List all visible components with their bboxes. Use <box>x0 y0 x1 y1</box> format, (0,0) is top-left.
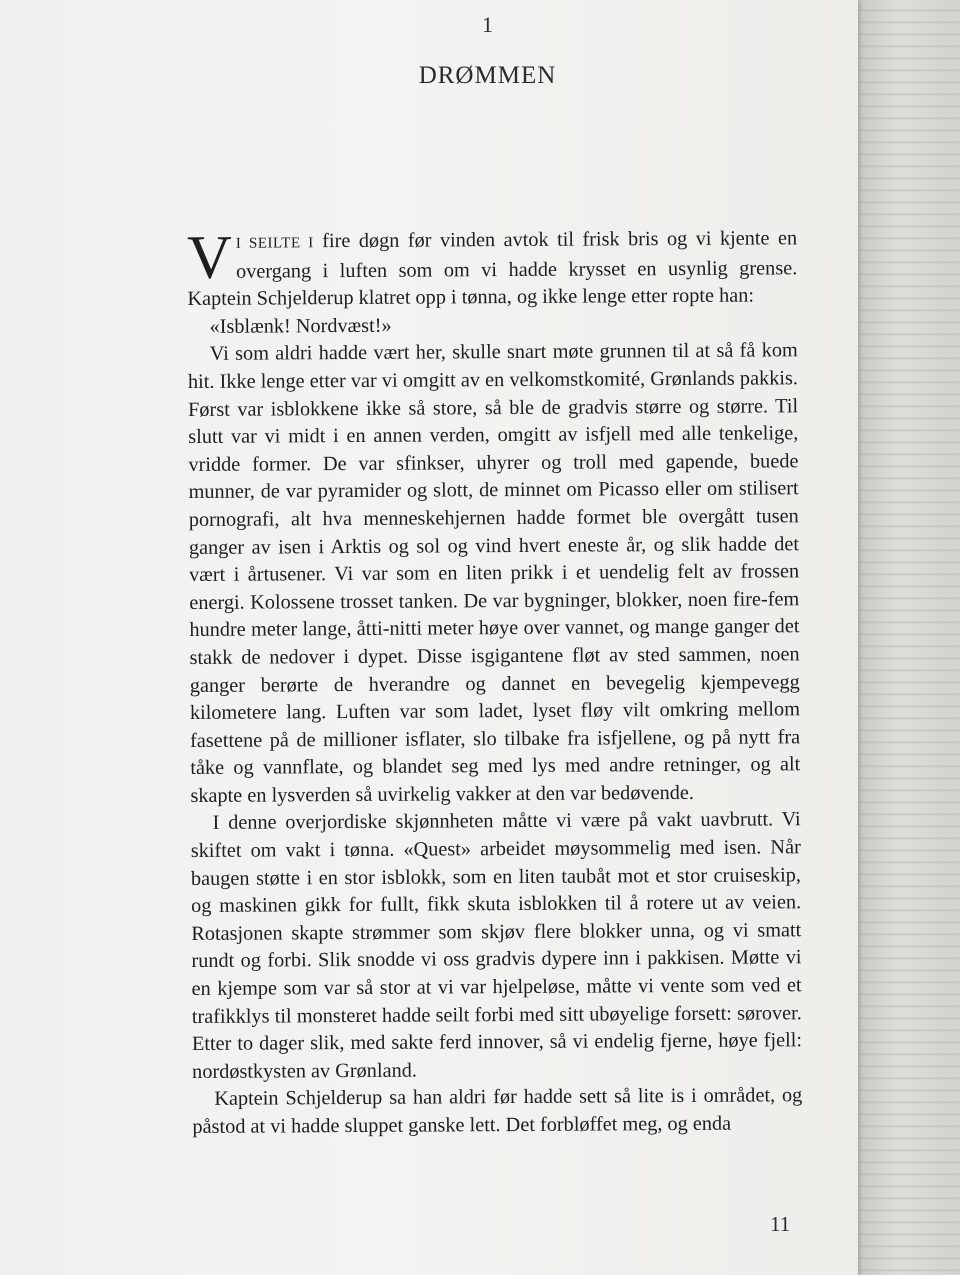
paragraph: I denne overjordiske skjønnheten måtte vi være på vakt uavbrutt. Vi skiftet om vakt i tønna. «Quest» arbeidet møysommelig med isen. Når baugen støtte i en stor isblokk, som en liten taubåt mot et stor cruiseskip, og maskinen gikk for fullt, fikk skuta isblokken til å rotere ut av veien. Rotasjonen skapte strømmer som skjøv flere blokker unna, og vi smatt rundt og forbi. Slik snodde vi oss gradvis dypere inn i pakkisen. Møtte vi en kjempe som var så stor at vi var hjelpeløse, måtte vi vente som ved et trafikklys til monsteret hadde seilt forbi med sitt ubøyelige forsett: sørover. Etter to dager slik, med sakte ferd innover, så vi endelig fjerne, høye fjell: nordøstkysten av Grønland. <box>190 808 803 1083</box>
drop-cap: V <box>186 223 233 292</box>
paragraph: «Isblænk! Nordvæst!» <box>209 314 392 338</box>
opening-paragraph <box>187 225 798 314</box>
table-surface <box>856 0 960 1275</box>
chapter-number: 1 <box>482 12 493 37</box>
paragraph: Vi som aldri hadde vært her, skulle snart møte grunnen til at så få kom hit. Ikke lenge etter var vi omgitt av en velkomstkomité, Grønlands pakkis. Først var isblokkene ikke så store, så ble de gradvis større og større. Til slutt var vi midt i en annen verden, omgitt av isfjell med alle tenkelige, vridde former. De var sfinkser, uhyrer og troll med gapende, buede munner, de var pyramider og slott, de minnet om Picasso eller om stilisert pornografi, alt hva menneskehjernen hadde formet ble overgått tusen ganger av isen i Arktis og sol og vind hvert eneste år, og slik hadde det vært i årtusener. Vi var som en liten prikk i et uendelig felt av frossen energi. Kolossene trosset tanken. De var bygninger, blokker, noen fire-fem hundre meter lange, åtti-nitti meter høye over vannet, og mange ganger det stakk de nedover i dypet. Disse isgigantene fløt av sted sammen, noen ganger berørte de hverandre og dannet en bevegelig kjempevegg kilometere lang. Luften var som ladet, lyset fløy vilt omkring mellom fasettene på de millioner isflater, slo tilbake fra isfjellene, og på nytt fra tåke og vannflate, og blandet seg med lys med andre retninger, og alt skapte en lysverden så uvirkelig vakker at den var bedøvende. <box>187 339 801 807</box>
paragraph: Kaptein Schjelderup sa han aldri før hadde sett så lite is i området, og påstod at vi hadde sluppet ganske lett. Det forbløffet meg, og enda <box>192 1084 803 1138</box>
body-text <box>187 225 803 1141</box>
opening-text: fire døgn før vinden avtok til frisk bris og vi kjente en overgang i luften som om vi hadde krysset en usynlig grense. Kaptein Schjelderup klatret opp i tønna, og ikke lenge etter ropte han: <box>187 227 798 311</box>
opening-small-caps: I SEILTE I <box>235 235 314 252</box>
chapter-title: DRØMMEN <box>418 62 557 89</box>
page-number: 11 <box>770 1212 791 1236</box>
